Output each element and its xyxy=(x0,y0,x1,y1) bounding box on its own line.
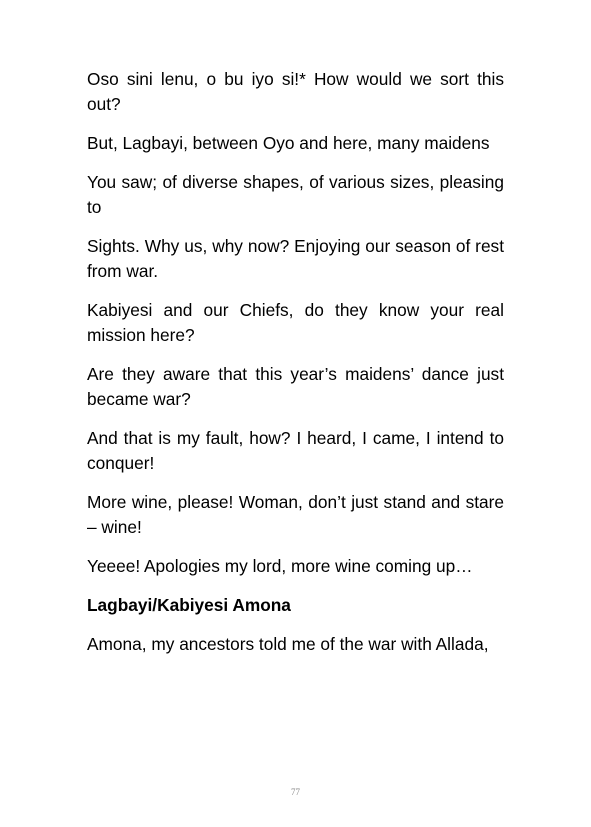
page-number: 77 xyxy=(291,787,300,797)
paragraph: More wine, please! Woman, don’t just stand and stare – wine! xyxy=(87,492,504,537)
paragraph: And that is my fault, how? I heard, I came, I intend to conquer! xyxy=(87,428,504,473)
paragraph: Are they aware that this year’s maidens’ dance just became war? xyxy=(87,364,504,409)
paragraph: Yeeee! Apologies my lord, more wine coming up… xyxy=(87,556,473,576)
paragraph: Sights. Why us, why now? Enjoying our season of rest from war. xyxy=(87,236,504,281)
paragraph: Kabiyesi and our Chiefs, do they know your real mission here? xyxy=(87,300,504,345)
speaker-heading: Lagbayi/Kabiyesi Amona xyxy=(87,595,291,615)
paragraph: But, Lagbayi, between Oyo and here, many maidens xyxy=(87,133,490,153)
closing-paragraph: Amona, my ancestors told me of the war with Allada, xyxy=(87,634,489,654)
page-content xyxy=(87,67,504,671)
paragraph: You saw; of diverse shapes, of various sizes, pleasing to xyxy=(87,172,504,217)
paragraph: Oso sini lenu, o bu iyo si!* How would we sort this out? xyxy=(87,69,504,114)
